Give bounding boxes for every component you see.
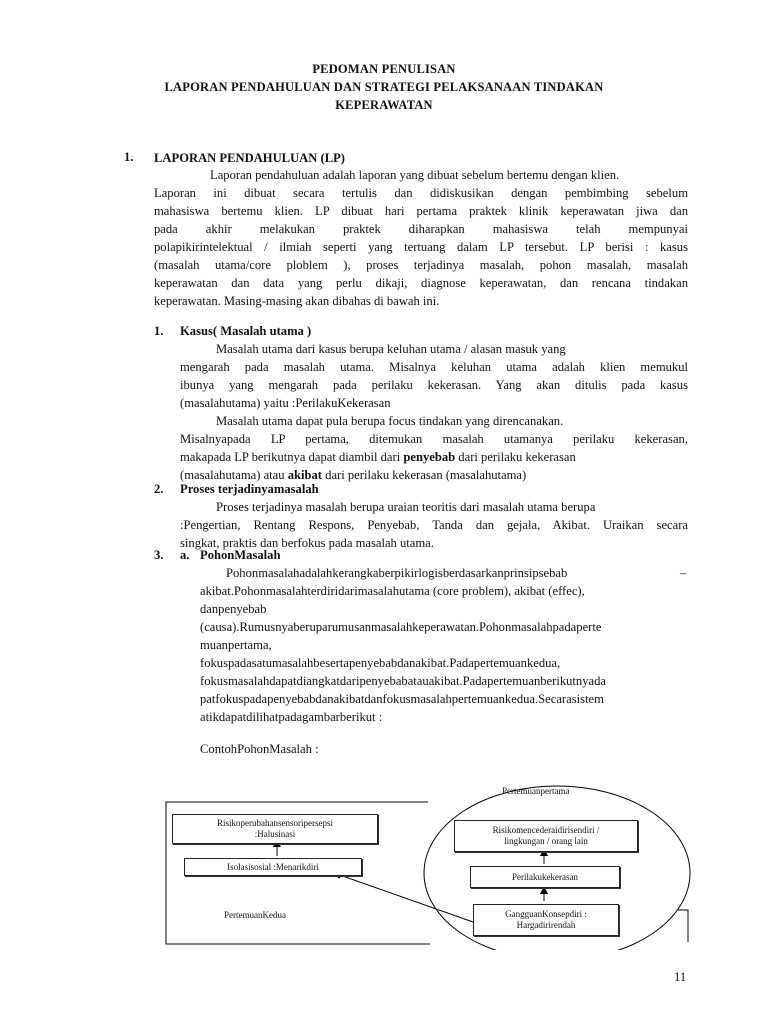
dash: –: [680, 566, 687, 580]
paragraph-line: mengarah pada masalah utama. Misalnya keluhan utama adalah klien memukul: [180, 360, 688, 374]
problem-tree-diagram: [160, 770, 700, 950]
box-text: GangguanKonsepdiri :: [505, 909, 587, 919]
box-text: lingkungan / orang lain: [504, 836, 588, 846]
paragraph-line: Laporan ini dibuat secara tertulis dan didiskusikan dengan pembimbing sebelum: [154, 186, 688, 200]
box-self-concept: [473, 904, 619, 936]
paragraph-line: Pohonmasalahadalahkerangkaberpikirlogisberdasarkanprinsipsebab: [226, 566, 568, 580]
box-text: Risikoperubahansensoripersepsi: [217, 818, 333, 828]
bold-term-effect: akibat: [287, 468, 322, 482]
document-subtitle: LAPORAN PENDAHULUAN DAN STRATEGI PELAKSANAAN TINDAKAN: [164, 80, 604, 94]
second-meeting-label: PertemuanKedua: [224, 910, 286, 920]
paragraph-line: fokusmasalahdapatdiangkatdaripenyebabatauakibat.Padapertemuanberikutnyada: [200, 674, 606, 688]
paragraph-line: danpenyebab: [200, 602, 267, 616]
paragraph-line: pada akhir melakukan praktek diharapkan mahasiswa telah mempunyai: [154, 222, 688, 236]
box-text: :Halusinasi: [254, 829, 296, 839]
box-text: Isolasisosial :Menarikdiri: [227, 861, 319, 872]
section-heading: LAPORAN PENDAHULUAN (LP): [154, 151, 345, 165]
paragraph-line: fokuspadasatumasalahbesertapenyebabdanakibat.Padapertemuankedua,: [200, 656, 561, 670]
item-heading: Kasus( Masalah utama ): [180, 324, 312, 338]
paragraph-line: Masalah utama dapat pula berupa focus tindakan yang direncanakan.: [216, 414, 564, 428]
example-label: ContohPohonMasalah :: [200, 742, 319, 756]
text-span: (masalahutama) atau: [180, 468, 288, 482]
paragraph-line: mahasiswa bertemu klien. LP dibuat hari pertama praktek klinik keperawatan jiwa dan: [154, 204, 688, 218]
paragraph-line: (masalahutama) yaitu :PerilakuKekerasan: [180, 396, 391, 410]
paragraph-line: keperawatan. Masing-masing akan dibahas di bawah ini.: [154, 294, 440, 308]
paragraph-line: Masalah utama dari kasus berupa keluhan utama / alasan masuk yang: [216, 342, 566, 356]
paragraph-line: (masalah utama/core ploblem ), proses terjadinya masalah, pohon masalah, masalah: [154, 258, 688, 272]
box-harm-risk: [454, 820, 638, 852]
sub-item-letter: a.: [180, 548, 190, 562]
item-heading: PohonMasalah: [200, 548, 281, 562]
paragraph-line: Misalnyapada LP pertama, ditemukan masalah utamanya perilaku kekerasan,: [180, 432, 688, 446]
paragraph-line: atikdapatdilihatpadagambarberikut :: [200, 710, 383, 724]
box-text: Hargadirirendah: [516, 920, 576, 930]
frame-right-stub: [678, 910, 688, 942]
item-heading: Proses terjadinyamasalah: [180, 482, 319, 496]
paragraph-line: muanpertama,: [200, 638, 272, 652]
document-title: PEDOMAN PENULISAN: [312, 62, 456, 76]
paragraph-line: ibunya yang mengarah pada perilaku kekerasan. Yang akan ditulis pada kasus: [180, 378, 688, 392]
text-span: dari perilaku kekerasan: [455, 450, 576, 464]
item-number: 2.: [154, 482, 164, 496]
paragraph-line: Laporan pendahuluan adalah laporan yang dibuat sebelum bertemu dengan klien.: [210, 168, 620, 182]
first-meeting-label: Pertemuanpertama: [502, 786, 570, 796]
paragraph-line: patfokuspadapenyebabdanakibatdanfokusmasalahpertemuankedua.Secarasistem: [200, 692, 604, 706]
section-number: 1.: [124, 150, 134, 164]
text-span: makapada LP berikutnya dapat diambil dari: [180, 450, 404, 464]
box-violent-behavior: [470, 866, 620, 888]
paragraph-line: [180, 448, 688, 466]
paragraph-line: singkat, praktis dan berfokus pada masalah utama.: [180, 536, 434, 550]
box-text: Risikomencederaidirisendiri /: [492, 825, 600, 835]
page-number: 11: [674, 970, 687, 984]
arrow-diagonal: [337, 874, 473, 922]
paragraph-line: Proses terjadinya masalah berupa uraian teoritis dari masalah utama berupa: [216, 500, 596, 514]
paragraph-line: :Pengertian, Rentang Respons, Penyebab, Tanda dan gejala, Akibat. Uraikan secara: [180, 518, 688, 532]
box-text: Perilakukekerasan: [512, 871, 578, 882]
box-social-isolation: [184, 858, 362, 876]
paragraph-line: (causa).Rumusnyaberuparumusanmasalahkeperawatan.Pohonmasalahpadaperte: [200, 620, 602, 634]
box-sensory-risk: [172, 814, 378, 844]
document-subtitle-cont: KEPERAWATAN: [335, 98, 433, 112]
item-number: 3.: [154, 548, 164, 562]
item-number: 1.: [154, 324, 164, 338]
paragraph-line: akibat.Pohonmasalahterdiridarimasalahutama (core problem), akibat (effec),: [200, 584, 585, 598]
bold-term-cause: penyebab: [403, 450, 456, 464]
text-span: dari perilaku kekerasan (masalahutama): [322, 468, 527, 482]
paragraph-line: keperawatan dan data yang perlu dikaji, diagnose keperawatan, dan rencana tindakan: [154, 276, 688, 290]
paragraph-line: polapikirintelektual / ilmiah seperti yang tertuang dalam LP tersebut. LP berisi : kasus: [154, 240, 688, 254]
